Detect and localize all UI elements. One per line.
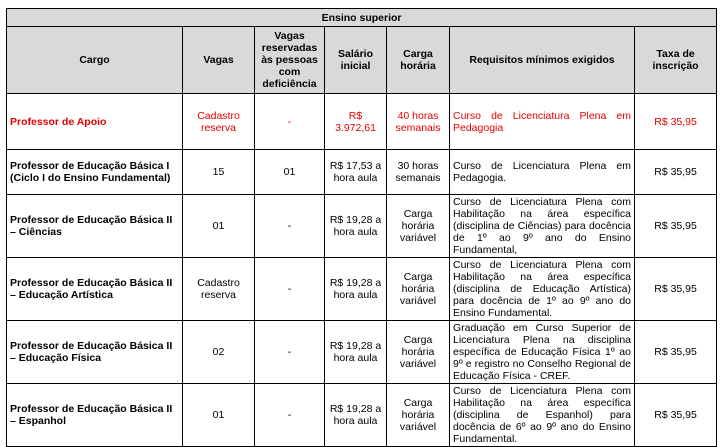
cell-vagas-deficiencia: -	[255, 384, 325, 447]
cell-vagas: 01	[183, 195, 255, 258]
table-row	[7, 94, 717, 150]
table-row	[7, 258, 717, 321]
cell-requisitos: Curso de Licenciatura Plena em Pedagogia	[450, 94, 635, 150]
cell-taxa: R$ 35,95	[635, 94, 717, 150]
cell-salario: R$ 19,28 a hora aula	[325, 321, 387, 384]
cell-requisitos: Curso de Licenciatura Plena com Habilitação na área específica (disciplina de Espanhol) para docência de 6º ao 9º ano do Ensino Fundamental.	[450, 384, 635, 447]
cell-carga: Carga horária variável	[387, 258, 450, 321]
vacancy-table-container	[6, 8, 716, 447]
cell-cargo: Professor de Educação Básica II – Ciências	[7, 195, 183, 258]
cell-vagas: 15	[183, 150, 255, 195]
cell-taxa: R$ 35,95	[635, 258, 717, 321]
cell-vagas-deficiencia: -	[255, 321, 325, 384]
cell-cargo: Professor de Educação Básica II – Educação Artística	[7, 258, 183, 321]
cell-cargo: Professor de Educação Básica II – Educação Física	[7, 321, 183, 384]
cell-vagas: Cadastro reserva	[183, 258, 255, 321]
cell-salario: R$ 19,28 a hora aula	[325, 384, 387, 447]
table-row	[7, 195, 717, 258]
table-title-row	[7, 9, 717, 27]
cell-requisitos: Graduação em Curso Superior de Licenciatura Plena na disciplina específica de Educação Física 1º ao 9º e registro no Conselho Regional de Educação Física - CREF.	[450, 321, 635, 384]
cell-salario: R$ 3.972,61	[325, 94, 387, 150]
cell-carga: 40 horas semanais	[387, 94, 450, 150]
cell-salario: R$ 17,53 a hora aula	[325, 150, 387, 195]
header-cargo: Cargo	[7, 27, 183, 94]
cell-vagas-deficiencia: 01	[255, 150, 325, 195]
header-salario: Salário inicial	[325, 27, 387, 94]
cell-taxa: R$ 35,95	[635, 384, 717, 447]
table-title: Ensino superior	[7, 9, 717, 27]
header-vagas-deficiencia: Vagas reservadas às pessoas com deficiência	[255, 27, 325, 94]
header-carga: Carga horária	[387, 27, 450, 94]
cell-requisitos: Curso de Licenciatura Plena com Habilitação na área específica (disciplina de Educação Artística) para docência de 1º ao 9º ano do Ensino Fundamental.	[450, 258, 635, 321]
header-requisitos: Requisitos mínimos exigidos	[450, 27, 635, 94]
table-header-row	[7, 27, 717, 94]
cell-vagas-deficiencia: -	[255, 195, 325, 258]
header-vagas: Vagas	[183, 27, 255, 94]
vacancy-table	[6, 8, 717, 447]
table-row	[7, 384, 717, 447]
cell-carga: Carga horária variável	[387, 321, 450, 384]
cell-taxa: R$ 35,95	[635, 321, 717, 384]
cell-cargo: Professor de Educação Básica I (Ciclo I do Ensino Fundamental)	[7, 150, 183, 195]
cell-taxa: R$ 35,95	[635, 195, 717, 258]
table-row	[7, 321, 717, 384]
cell-salario: R$ 19,28 a hora aula	[325, 195, 387, 258]
cell-vagas: Cadastro reserva	[183, 94, 255, 150]
cell-vagas-deficiencia: -	[255, 258, 325, 321]
header-taxa: Taxa de inscrição	[635, 27, 717, 94]
cell-vagas: 02	[183, 321, 255, 384]
cell-cargo: Professor de Educação Básica II – Espanhol	[7, 384, 183, 447]
table-row	[7, 150, 717, 195]
cell-taxa: R$ 35,95	[635, 150, 717, 195]
cell-requisitos: Curso de Licenciatura Plena em Pedagogia.	[450, 150, 635, 195]
cell-vagas: 01	[183, 384, 255, 447]
cell-carga: 30 horas semanais	[387, 150, 450, 195]
cell-salario: R$ 19,28 a hora aula	[325, 258, 387, 321]
cell-requisitos: Curso de Licenciatura Plena com Habilitação na área específica (disciplina de Ciências) para docência de 1º ao 9º ano do Ensino Fundamental,	[450, 195, 635, 258]
cell-carga: Carga horária variável	[387, 384, 450, 447]
cell-cargo: Professor de Apoio	[7, 94, 183, 150]
cell-carga: Carga horária variável	[387, 195, 450, 258]
cell-vagas-deficiencia: -	[255, 94, 325, 150]
